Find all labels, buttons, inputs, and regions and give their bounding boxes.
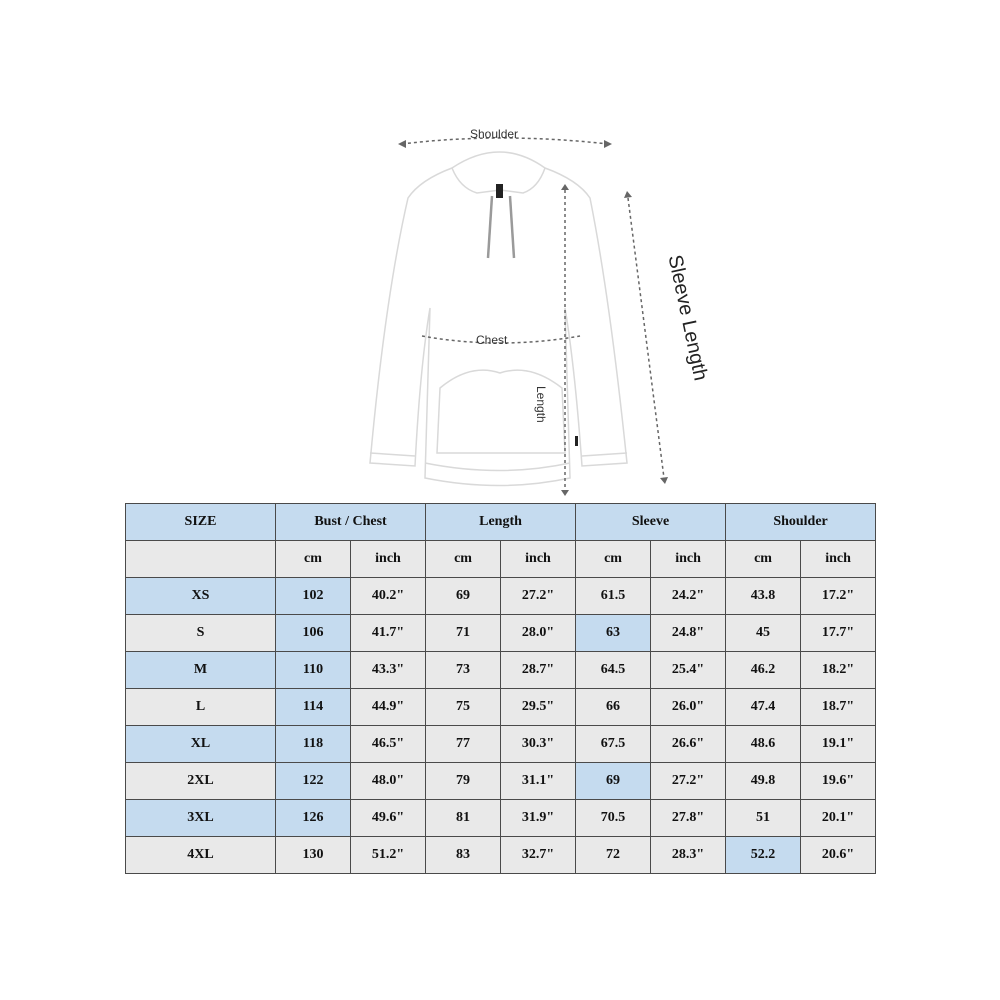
table-cell: 106 (276, 615, 351, 652)
table-row (126, 726, 876, 763)
table-cell: 43.3" (351, 652, 426, 689)
table-row (126, 763, 876, 800)
table-cell: 83 (426, 837, 501, 874)
table-cell: 67.5 (576, 726, 651, 763)
table-cell: 71 (426, 615, 501, 652)
table-cell: 27.2" (651, 763, 726, 800)
size-cell: 3XL (126, 800, 276, 837)
header-size: SIZE (126, 504, 276, 541)
table-cell: 52.2 (726, 837, 801, 874)
table-cell: 118 (276, 726, 351, 763)
header-length: Length (426, 504, 576, 541)
table-cell: 24.2" (651, 578, 726, 615)
size-cell: 4XL (126, 837, 276, 874)
table-cell: 69 (576, 763, 651, 800)
table-cell: 63 (576, 615, 651, 652)
header-bust-chest: Bust / Chest (276, 504, 426, 541)
table-cell: 122 (276, 763, 351, 800)
size-chart-table (125, 503, 876, 874)
chest-label: Chest (476, 333, 508, 347)
table-cell: 20.6" (801, 837, 876, 874)
table-cell: 26.6" (651, 726, 726, 763)
table-cell: 48.6 (726, 726, 801, 763)
table-cell: 28.3" (651, 837, 726, 874)
table-cell: 70.5 (576, 800, 651, 837)
unit-cell: cm (276, 541, 351, 578)
table-row (126, 615, 876, 652)
table-cell: 25.4" (651, 652, 726, 689)
unit-cell: inch (801, 541, 876, 578)
table-cell: 51 (726, 800, 801, 837)
table-cell: 28.0" (501, 615, 576, 652)
table-cell: 44.9" (351, 689, 426, 726)
size-cell: M (126, 652, 276, 689)
hoodie-outline (340, 118, 700, 503)
table-cell: 110 (276, 652, 351, 689)
header-sleeve: Sleeve (576, 504, 726, 541)
table-cell: 48.0" (351, 763, 426, 800)
table-cell: 31.9" (501, 800, 576, 837)
table-cell: 27.8" (651, 800, 726, 837)
size-cell: XL (126, 726, 276, 763)
table-row (126, 689, 876, 726)
unit-cell: inch (501, 541, 576, 578)
table-cell: 17.2" (801, 578, 876, 615)
table-cell: 24.8" (651, 615, 726, 652)
table-cell: 79 (426, 763, 501, 800)
table-row (126, 578, 876, 615)
table-cell: 102 (276, 578, 351, 615)
shoulder-label: Shoulder (470, 127, 519, 141)
table-cell: 19.1" (801, 726, 876, 763)
header-row (126, 504, 876, 541)
length-label: Length (534, 386, 548, 423)
unit-cell: cm (726, 541, 801, 578)
table-cell: 81 (426, 800, 501, 837)
table-cell: 32.7" (501, 837, 576, 874)
table-row (126, 837, 876, 874)
table-cell: 43.8 (726, 578, 801, 615)
size-cell: L (126, 689, 276, 726)
units-row (126, 541, 876, 578)
unit-cell: cm (426, 541, 501, 578)
units-blank (126, 541, 276, 578)
unit-cell: cm (576, 541, 651, 578)
table-cell: 130 (276, 837, 351, 874)
table-cell: 51.2" (351, 837, 426, 874)
table-cell: 61.5 (576, 578, 651, 615)
table-cell: 29.5" (501, 689, 576, 726)
header-shoulder: Shoulder (726, 504, 876, 541)
sleeve-length-label: Sleeve Length (663, 253, 712, 383)
table-cell: 20.1" (801, 800, 876, 837)
table-cell: 49.8 (726, 763, 801, 800)
unit-cell: inch (651, 541, 726, 578)
hoodie-diagram (340, 118, 712, 503)
table-cell: 45 (726, 615, 801, 652)
table-cell: 28.7" (501, 652, 576, 689)
table-cell: 17.7" (801, 615, 876, 652)
table-cell: 31.1" (501, 763, 576, 800)
table-cell: 69 (426, 578, 501, 615)
table-row (126, 652, 876, 689)
table-cell: 77 (426, 726, 501, 763)
table-cell: 46.5" (351, 726, 426, 763)
table-cell: 49.6" (351, 800, 426, 837)
table-cell: 18.7" (801, 689, 876, 726)
table-cell: 126 (276, 800, 351, 837)
table-cell: 46.2 (726, 652, 801, 689)
unit-cell: inch (351, 541, 426, 578)
table-cell: 41.7" (351, 615, 426, 652)
table-cell: 27.2" (501, 578, 576, 615)
size-cell: XS (126, 578, 276, 615)
table-cell: 64.5 (576, 652, 651, 689)
table-cell: 73 (426, 652, 501, 689)
table-cell: 47.4 (726, 689, 801, 726)
size-cell: S (126, 615, 276, 652)
table-cell: 18.2" (801, 652, 876, 689)
table-cell: 75 (426, 689, 501, 726)
size-cell: 2XL (126, 763, 276, 800)
table-cell: 40.2" (351, 578, 426, 615)
table-cell: 30.3" (501, 726, 576, 763)
table-cell: 72 (576, 837, 651, 874)
table-cell: 26.0" (651, 689, 726, 726)
table-cell: 66 (576, 689, 651, 726)
table-cell: 19.6" (801, 763, 876, 800)
table-row (126, 800, 876, 837)
table-cell: 114 (276, 689, 351, 726)
